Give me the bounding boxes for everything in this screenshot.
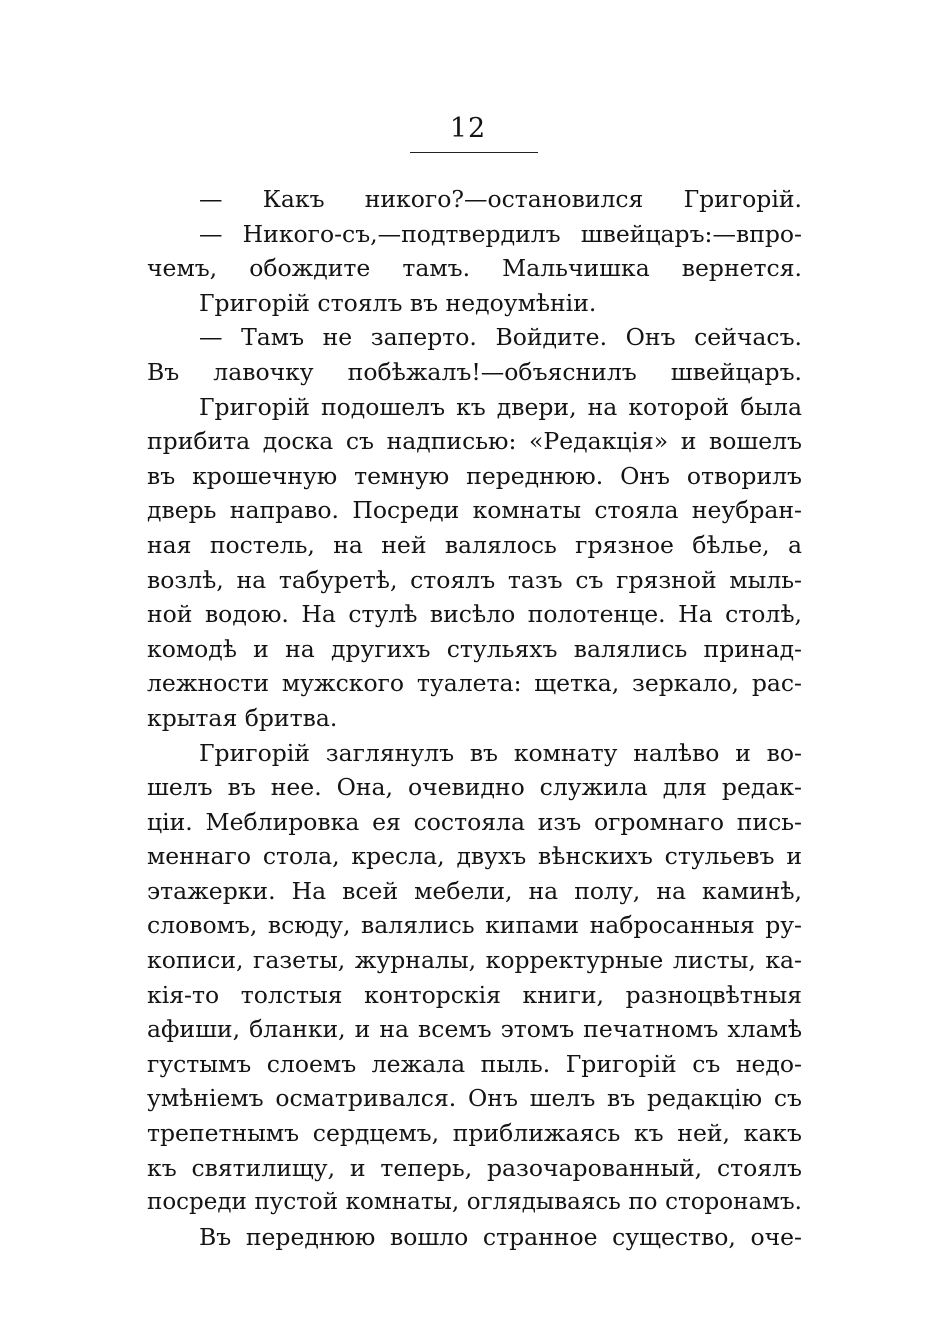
text-line: чемъ, обождите тамъ. Мальчишка вернется. [147, 254, 802, 283]
text-line: прибита доска съ надписью: «Редакція» и вошелъ [147, 427, 802, 456]
text-line: этажерки. На всей мебели, на полу, на каминѣ, [147, 876, 802, 905]
text-line: комодѣ и на другихъ стульяхъ валялись принад- [147, 634, 802, 663]
text-line: ціи. Меблировка ея состояла изъ огромнаго пись- [147, 807, 802, 836]
text-line: лежности мужского туалета: щетка, зеркало, рас- [147, 669, 802, 698]
text-line: посреди пустой комнаты, оглядываясь по сторонамъ. [147, 1189, 802, 1216]
text-line: — Тамъ не заперто. Войдите. Онъ сейчасъ. [199, 323, 802, 352]
text-line: крытая бритва. [147, 703, 338, 732]
text-line: афиши, бланки, и на всемъ этомъ печатномъ хламѣ [147, 1015, 802, 1044]
body-text [147, 182, 802, 1254]
text-line: къ святилищу, и теперь, разочарованный, стоялъ [147, 1153, 802, 1182]
text-line: умѣніемъ осматривался. Онъ шелъ въ редакцію съ [147, 1084, 802, 1113]
text-line: шелъ въ нее. Она, очевидно служила для редак- [147, 773, 802, 802]
text-line: Григорій стоялъ въ недоумѣніи. [199, 288, 597, 317]
text-line: трепетнымъ сердцемъ, приближаясь къ ней, какъ [147, 1119, 802, 1148]
text-line: словомъ, всюду, валялись кипами набросанныя ру- [147, 911, 802, 940]
text-line: — Какъ никого?—остановился Григорій. [199, 185, 802, 213]
text-line: въ крошечную темную переднюю. Онъ отворилъ [147, 461, 802, 490]
text-line: ная постель, на ней валялось грязное бѣлье, а [147, 530, 802, 559]
text-line: Григорій подошелъ къ двери, на которой была [199, 392, 802, 421]
text-line: кописи, газеты, журналы, корректурные листы, ка- [147, 946, 802, 975]
text-line: кія-то толстыя конторскія книги, разноцвѣтныя [147, 980, 802, 1009]
text-line: меннаго стола, кресла, двухъ вѣнскихъ стульевъ и [147, 842, 802, 871]
text-line: Григорій заглянулъ въ комнату налѣво и во- [199, 738, 802, 767]
text-line: возлѣ, на табуретѣ, стоялъ тазъ съ грязной мыль- [147, 565, 802, 594]
text-line: дверь направо. Посреди комнаты стояла неубран- [147, 496, 802, 525]
text-line: Въ переднюю вошло странное существо, оче- [199, 1222, 802, 1251]
page-number: 12 [449, 113, 487, 144]
text-line: — Никого-съ,—подтвердилъ швейцаръ:—впро- [199, 219, 802, 248]
text-line: густымъ слоемъ лежала пыль. Григорій съ недо- [147, 1049, 802, 1078]
text-line: ной водою. На стулѣ висѣло полотенце. На столѣ, [147, 600, 802, 629]
text-line: Въ лавочку побѣжалъ!—объяснилъ швейцаръ. [147, 357, 802, 386]
header-rule [410, 152, 538, 153]
